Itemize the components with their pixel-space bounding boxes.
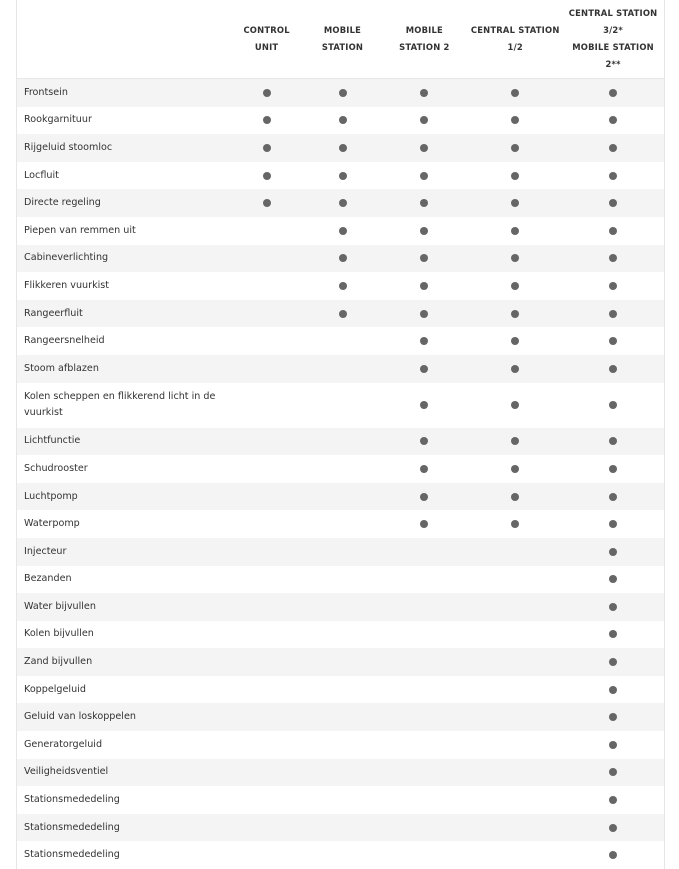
feature-label: Bezanden — [24, 573, 72, 585]
support-cell — [468, 172, 562, 180]
bullet-icon — [420, 172, 428, 180]
bullet-icon — [609, 172, 617, 180]
support-cell — [468, 365, 562, 373]
support-cell — [562, 144, 664, 152]
feature-label: Cabineverlichting — [24, 252, 109, 264]
support-cell — [468, 144, 562, 152]
support-cell — [229, 172, 305, 180]
support-cell — [468, 282, 562, 290]
support-cell — [562, 254, 664, 262]
support-cell — [468, 437, 562, 445]
support-cell — [305, 144, 381, 152]
bullet-icon — [420, 282, 428, 290]
support-cell — [562, 116, 664, 124]
support-cell — [229, 89, 305, 97]
bullet-icon — [609, 713, 617, 721]
feature-table — [16, 0, 665, 869]
table-row — [17, 703, 664, 731]
bullet-icon — [511, 310, 519, 318]
feature-label: Kolen bijvullen — [24, 628, 94, 640]
bullet-icon — [609, 89, 617, 97]
bullet-icon — [420, 310, 428, 318]
support-cell — [305, 116, 381, 124]
support-cell — [380, 227, 468, 235]
table-row — [17, 648, 664, 676]
feature-label: Rangeersnelheid — [24, 335, 105, 347]
support-cell — [562, 824, 664, 832]
support-cell — [562, 575, 664, 583]
bullet-icon — [420, 337, 428, 345]
bullet-icon — [609, 116, 617, 124]
support-cell — [562, 796, 664, 804]
column-header-line: 2** — [605, 59, 621, 69]
feature-label: Stoom afblazen — [24, 362, 99, 374]
bullet-icon — [339, 172, 347, 180]
support-cell — [562, 310, 664, 318]
bullet-icon — [511, 282, 519, 290]
support-cell — [380, 116, 468, 124]
column-header-line: MOBILE — [323, 25, 362, 35]
bullet-icon — [609, 254, 617, 262]
support-cell — [305, 254, 381, 262]
table-row — [17, 189, 664, 217]
column-header-line: CENTRAL STATION — [470, 25, 560, 35]
support-cell — [468, 401, 562, 409]
support-cell — [562, 227, 664, 235]
column-header-line: UNIT — [254, 42, 279, 52]
feature-label: Frontsein — [24, 86, 68, 98]
table-row — [17, 786, 664, 814]
bullet-icon — [339, 89, 347, 97]
bullet-icon — [420, 493, 428, 501]
bullet-icon — [609, 401, 617, 409]
bullet-icon — [609, 199, 617, 207]
support-cell — [468, 254, 562, 262]
table-row — [17, 483, 664, 511]
table-row — [17, 538, 664, 566]
support-cell — [562, 493, 664, 501]
support-cell — [305, 310, 381, 318]
table-row — [17, 759, 664, 787]
bullet-icon — [609, 851, 617, 859]
feature-label: Rijgeluid stoomloc — [24, 141, 113, 153]
support-cell — [468, 199, 562, 207]
support-cell — [380, 437, 468, 445]
feature-label: Stationsmededeling — [24, 794, 120, 806]
feature-label: Schudrooster — [24, 462, 88, 474]
support-cell — [562, 337, 664, 345]
bullet-icon — [511, 116, 519, 124]
bullet-icon — [420, 199, 428, 207]
feature-label: Stationsmededeling — [24, 849, 120, 861]
bullet-icon — [609, 465, 617, 473]
support-cell — [380, 337, 468, 345]
support-cell — [305, 172, 381, 180]
bullet-icon — [339, 116, 347, 124]
feature-label: Zand bijvullen — [24, 656, 93, 668]
bullet-icon — [609, 630, 617, 638]
table-row — [17, 455, 664, 483]
feature-label: Directe regeling — [24, 197, 101, 209]
bullet-icon — [420, 254, 428, 262]
bullet-icon — [609, 282, 617, 290]
bullet-icon — [511, 172, 519, 180]
table-row — [17, 245, 664, 273]
table-row — [17, 272, 664, 300]
bullet-icon — [511, 254, 519, 262]
table-row — [17, 107, 664, 135]
support-cell — [380, 144, 468, 152]
bullet-icon — [420, 365, 428, 373]
table-row — [17, 134, 664, 162]
table-row — [17, 841, 664, 869]
bullet-icon — [609, 548, 617, 556]
support-cell — [562, 741, 664, 749]
bullet-icon — [263, 144, 271, 152]
column-header-line: 1/2 — [507, 42, 523, 52]
bullet-icon — [511, 227, 519, 235]
support-cell — [562, 768, 664, 776]
feature-label: Generatorgeluid — [24, 738, 103, 750]
support-cell — [468, 116, 562, 124]
bullet-icon — [420, 520, 428, 528]
bullet-icon — [511, 465, 519, 473]
table-row — [17, 814, 664, 842]
support-cell — [562, 686, 664, 694]
support-cell — [380, 172, 468, 180]
support-cell — [468, 310, 562, 318]
bullet-icon — [609, 686, 617, 694]
bullet-icon — [339, 227, 347, 235]
table-row — [17, 162, 664, 190]
column-header — [305, 22, 381, 56]
bullet-icon — [339, 310, 347, 318]
column-header — [562, 5, 664, 73]
feature-label: Veiligheidsventiel — [24, 766, 109, 778]
feature-label: Injecteur — [24, 545, 67, 557]
bullet-icon — [339, 199, 347, 207]
support-cell — [562, 465, 664, 473]
bullet-icon — [511, 89, 519, 97]
bullet-icon — [609, 575, 617, 583]
table-row — [17, 355, 664, 383]
table-row — [17, 327, 664, 355]
support-cell — [562, 851, 664, 859]
feature-label: Flikkeren vuurkist — [24, 279, 110, 291]
bullet-icon — [420, 144, 428, 152]
bullet-icon — [420, 401, 428, 409]
bullet-icon — [511, 337, 519, 345]
bullet-icon — [609, 658, 617, 666]
support-cell — [562, 172, 664, 180]
bullet-icon — [511, 493, 519, 501]
feature-label: Water bijvullen — [24, 600, 96, 612]
column-header — [229, 22, 305, 56]
bullet-icon — [339, 144, 347, 152]
bullet-icon — [511, 365, 519, 373]
support-cell — [380, 89, 468, 97]
table-row — [17, 566, 664, 594]
support-cell — [229, 199, 305, 207]
bullet-icon — [263, 116, 271, 124]
column-header-line: MOBILE — [405, 25, 443, 35]
bullet-icon — [420, 89, 428, 97]
feature-label: Kolen scheppen en flikkerend licht in de vuurkist — [24, 391, 216, 419]
support-cell — [562, 630, 664, 638]
support-cell — [380, 493, 468, 501]
support-cell — [305, 89, 381, 97]
column-header-line: CONTROL — [243, 25, 290, 35]
bullet-icon — [511, 199, 519, 207]
feature-label: Koppelgeluid — [24, 683, 86, 695]
support-cell — [562, 401, 664, 409]
table-row — [17, 621, 664, 649]
support-cell — [468, 465, 562, 473]
feature-label: Rangeerfluit — [24, 307, 83, 319]
support-cell — [305, 227, 381, 235]
feature-label: Stationsmededeling — [24, 821, 120, 833]
bullet-icon — [420, 227, 428, 235]
bullet-icon — [263, 199, 271, 207]
support-cell — [562, 365, 664, 373]
column-header — [380, 22, 468, 56]
bullet-icon — [609, 337, 617, 345]
feature-label: Geluid van loskoppelen — [24, 711, 136, 723]
support-cell — [380, 254, 468, 262]
column-header-line: STATION — [321, 42, 364, 52]
support-cell — [229, 144, 305, 152]
support-cell — [562, 520, 664, 528]
support-cell — [380, 401, 468, 409]
table-row — [17, 593, 664, 621]
support-cell — [468, 520, 562, 528]
bullet-icon — [609, 493, 617, 501]
table-header — [17, 0, 664, 79]
bullet-icon — [420, 116, 428, 124]
support-cell — [562, 548, 664, 556]
bullet-icon — [263, 89, 271, 97]
table-row — [17, 428, 664, 456]
support-cell — [562, 437, 664, 445]
bullet-icon — [609, 796, 617, 804]
bullet-icon — [609, 144, 617, 152]
support-cell — [305, 199, 381, 207]
bullet-icon — [609, 824, 617, 832]
bullet-icon — [609, 768, 617, 776]
support-cell — [562, 603, 664, 611]
support-cell — [380, 520, 468, 528]
column-header — [468, 22, 562, 56]
bullet-icon — [609, 603, 617, 611]
support-cell — [562, 713, 664, 721]
table-body — [17, 79, 664, 869]
feature-label: Waterpomp — [24, 518, 80, 530]
support-cell — [562, 89, 664, 97]
feature-label: Rookgarnituur — [24, 114, 92, 126]
support-cell — [380, 310, 468, 318]
support-cell — [229, 116, 305, 124]
table-row — [17, 731, 664, 759]
table-row — [17, 79, 664, 107]
support-cell — [562, 282, 664, 290]
column-header-line: STATION 2 — [399, 42, 450, 52]
table-row — [17, 383, 664, 428]
bullet-icon — [511, 401, 519, 409]
support-cell — [380, 465, 468, 473]
support-cell — [380, 365, 468, 373]
bullet-icon — [609, 227, 617, 235]
bullet-icon — [609, 520, 617, 528]
bullet-icon — [511, 144, 519, 152]
support-cell — [380, 199, 468, 207]
bullet-icon — [609, 437, 617, 445]
column-header-line: CENTRAL STATION — [568, 8, 658, 18]
bullet-icon — [339, 254, 347, 262]
feature-label: Lichtfunctie — [24, 435, 81, 447]
support-cell — [468, 89, 562, 97]
column-header-line: 3/2* — [603, 25, 624, 35]
bullet-icon — [339, 282, 347, 290]
support-cell — [468, 337, 562, 345]
bullet-icon — [263, 172, 271, 180]
bullet-icon — [420, 465, 428, 473]
bullet-icon — [609, 310, 617, 318]
bullet-icon — [511, 437, 519, 445]
support-cell — [305, 282, 381, 290]
feature-label: Locfluit — [24, 169, 59, 181]
support-cell — [468, 227, 562, 235]
table-row — [17, 676, 664, 704]
support-cell — [468, 493, 562, 501]
support-cell — [562, 199, 664, 207]
table-row — [17, 510, 664, 538]
table-row — [17, 300, 664, 328]
bullet-icon — [609, 741, 617, 749]
column-header-line: MOBILE STATION — [572, 42, 654, 52]
bullet-icon — [511, 520, 519, 528]
support-cell — [562, 658, 664, 666]
feature-label: Luchtpomp — [24, 490, 78, 502]
support-cell — [380, 282, 468, 290]
bullet-icon — [609, 365, 617, 373]
feature-label: Piepen van remmen uit — [24, 224, 136, 236]
bullet-icon — [420, 437, 428, 445]
table-row — [17, 217, 664, 245]
